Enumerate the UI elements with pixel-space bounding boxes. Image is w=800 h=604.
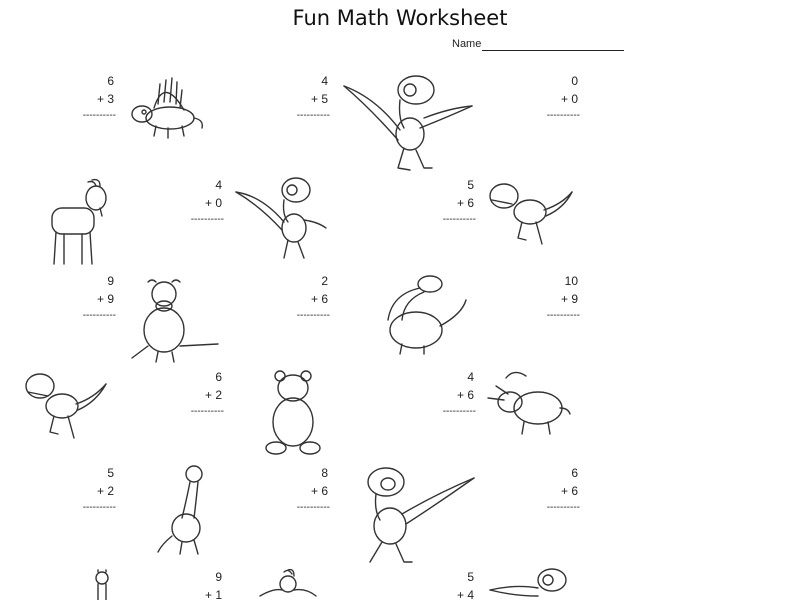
addend-top: 9 — [107, 274, 114, 288]
triceratops-icon — [486, 368, 572, 440]
gazelle-icon — [254, 568, 320, 600]
addend-bottom: + 3 — [96, 92, 114, 106]
addend-top: 4 — [215, 178, 222, 192]
addend-bottom: + 5 — [310, 92, 328, 106]
addend-top: 8 — [321, 466, 328, 480]
math-problem — [272, 72, 332, 124]
duckbill-dinosaur-icon — [154, 462, 218, 558]
addend-top: 0 — [571, 74, 578, 88]
answer-line[interactable]: ---------- — [82, 310, 116, 321]
dinosaur-icon — [340, 68, 480, 176]
addend-bottom: + 0 — [560, 92, 578, 106]
dinosaur-icon — [232, 172, 332, 264]
answer-line[interactable]: ---------- — [296, 310, 330, 321]
math-problem — [58, 272, 118, 324]
addend-bottom: + 0 — [204, 196, 222, 210]
answer-line[interactable]: ---------- — [546, 310, 580, 321]
addend-bottom: + 6 — [456, 196, 474, 210]
addend-bottom: + 9 — [560, 292, 578, 306]
addend-bottom: + 4 — [456, 588, 474, 602]
name-label: Name — [452, 38, 482, 50]
dimetrodon-icon — [124, 68, 206, 142]
math-problem — [418, 568, 478, 604]
addend-top: 5 — [107, 466, 114, 480]
addend-top: 9 — [215, 570, 222, 584]
addend-top: 6 — [107, 74, 114, 88]
answer-line[interactable]: ---------- — [190, 214, 224, 225]
addend-bottom: + 6 — [310, 484, 328, 498]
math-problem — [166, 368, 226, 420]
brontosaurus-icon — [378, 270, 474, 356]
math-problem — [58, 72, 118, 124]
math-problem — [166, 176, 226, 228]
bear-icon — [256, 368, 332, 460]
addend-top: 5 — [467, 178, 474, 192]
math-problem — [272, 272, 332, 324]
addend-top: 5 — [467, 570, 474, 584]
math-problem — [418, 368, 478, 420]
addend-bottom: + 9 — [96, 292, 114, 306]
answer-line[interactable]: ---------- — [82, 110, 116, 121]
math-problem — [522, 464, 582, 516]
math-problem — [522, 72, 582, 124]
addend-top: 6 — [571, 466, 578, 480]
answer-line[interactable]: ---------- — [82, 502, 116, 513]
t-rex-icon — [486, 176, 578, 252]
math-problem — [272, 464, 332, 516]
addend-top: 2 — [321, 274, 328, 288]
addend-bottom: + 6 — [456, 388, 474, 402]
dinosaur-icon — [486, 566, 578, 600]
addend-bottom: + 2 — [204, 388, 222, 402]
addend-bottom: + 6 — [310, 292, 328, 306]
dinosaur-icon — [352, 462, 478, 568]
math-problem — [166, 568, 226, 604]
t-rex-icon — [18, 368, 110, 444]
answer-line[interactable]: ---------- — [546, 502, 580, 513]
addend-top: 6 — [215, 370, 222, 384]
answer-line[interactable]: ---------- — [190, 406, 224, 417]
answer-line[interactable]: ---------- — [442, 406, 476, 417]
answer-line[interactable]: ---------- — [296, 502, 330, 513]
name-field[interactable] — [482, 50, 624, 51]
worksheet-title: Fun Math Worksheet — [292, 6, 508, 30]
answer-line[interactable]: ---------- — [546, 110, 580, 121]
goat-icon — [40, 176, 112, 270]
addend-bottom: + 6 — [560, 484, 578, 498]
addend-top: 10 — [564, 274, 578, 288]
answer-line[interactable]: ---------- — [442, 214, 476, 225]
cow-icon — [128, 276, 224, 366]
answer-line[interactable]: ---------- — [296, 110, 330, 121]
addend-top: 4 — [467, 370, 474, 384]
addend-bottom: + 2 — [96, 484, 114, 498]
giraffe-icon — [90, 568, 120, 600]
addend-top: 4 — [321, 74, 328, 88]
math-problem — [58, 464, 118, 516]
addend-bottom: + 1 — [204, 588, 222, 602]
math-problem — [522, 272, 582, 324]
math-problem — [418, 176, 478, 228]
